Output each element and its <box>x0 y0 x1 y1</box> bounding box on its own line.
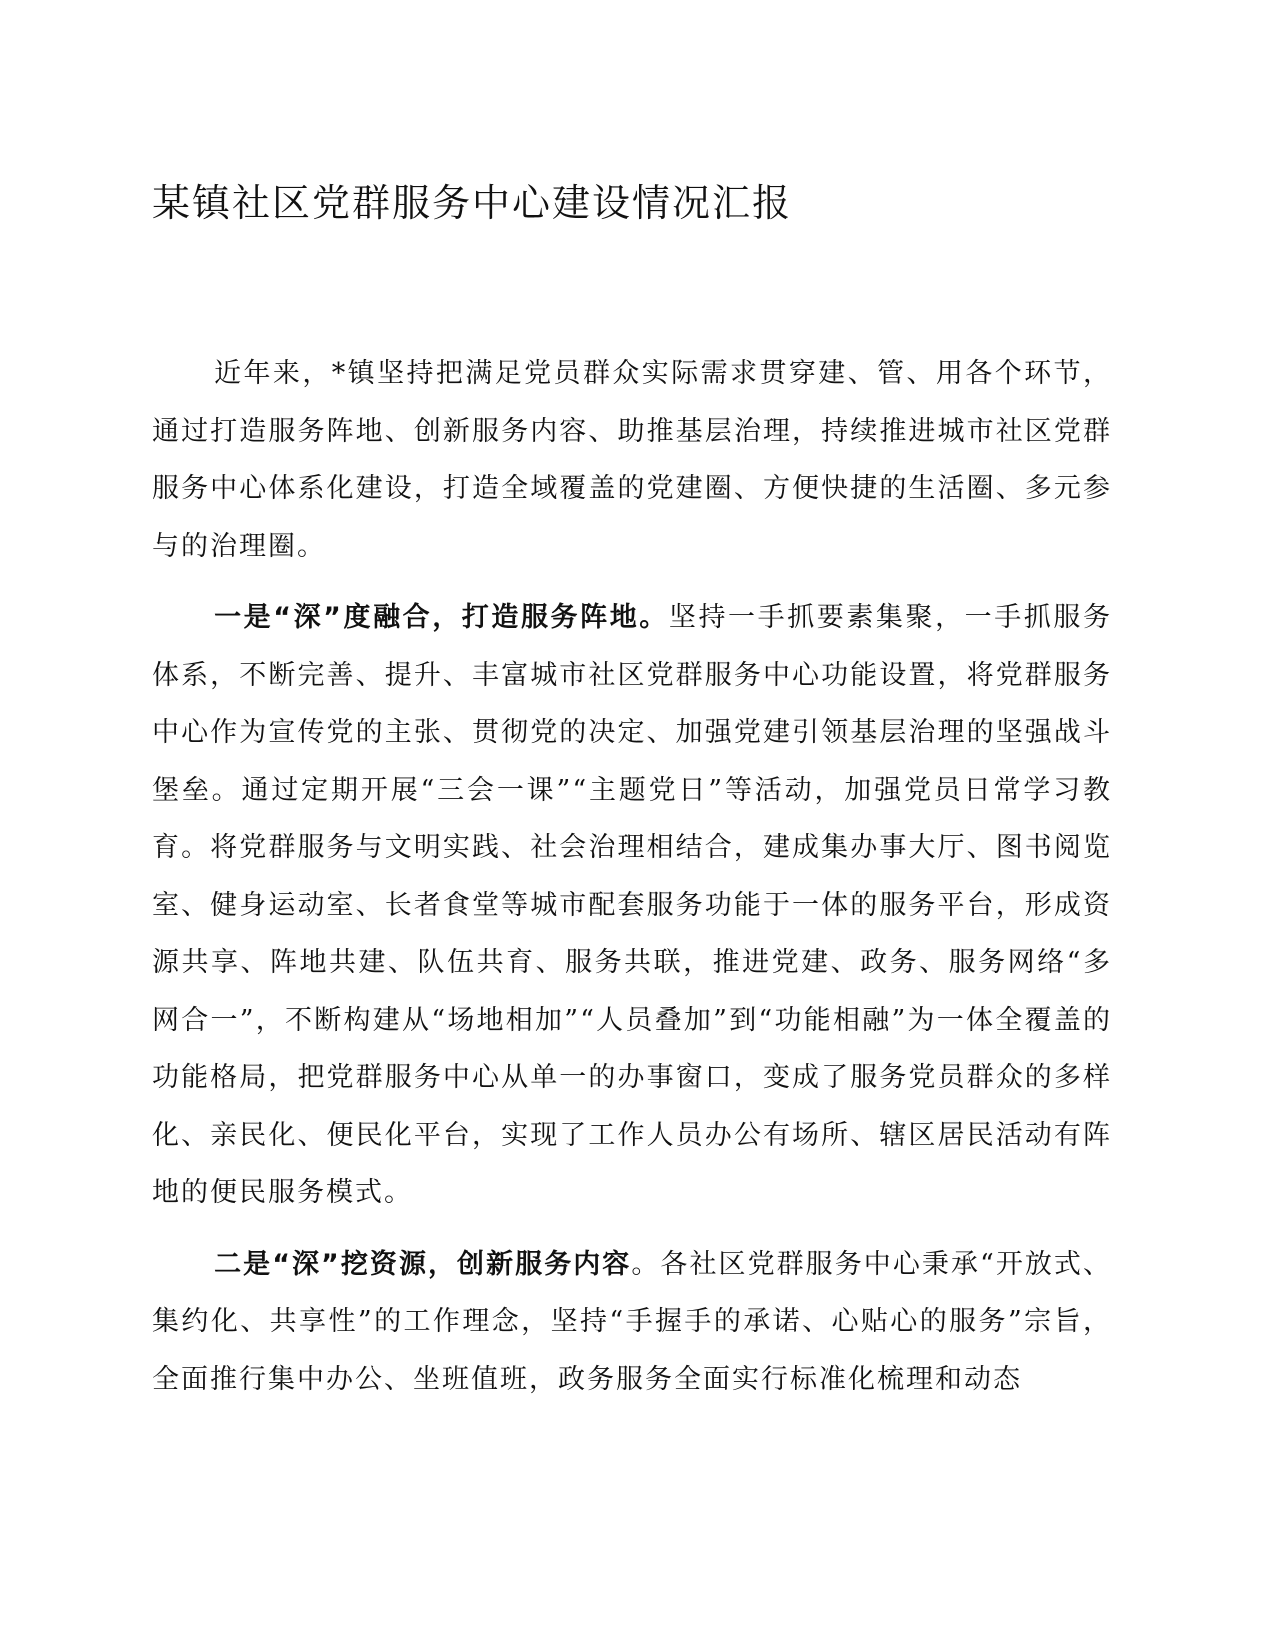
document-body <box>152 345 1112 1422</box>
paragraph-lead: 二是“深”挖资源，创新服务内容 <box>214 1248 632 1280</box>
paragraph-section-2 <box>152 1236 1112 1409</box>
document-title: 某镇社区党群服务中心建设情况汇报 <box>152 181 793 225</box>
paragraph-section-1 <box>152 589 1112 1222</box>
paragraph-lead: 一是“深”度融合，打造服务阵地。 <box>214 602 669 633</box>
paragraph-text: 。各社区党群服务中心秉承“开放式、集约化、共享性”的工作理念，坚持“手握手的承诺、心贴心的服务”宗旨，全面推行集中办公、坐班值班，政务服务全面实行标准化梳理和动态 <box>152 1248 1112 1395</box>
paragraph-text: 近年来，*镇坚持把满足党员群众实际需求贯穿建、管、用各个环节，通过打造服务阵地、创新服务内容、助推基层治理，持续推进城市社区党群服务中心体系化建设，打造全域覆盖的党建圈、方便快捷的生活圈、多元参与的治理圈。 <box>152 358 1112 562</box>
paragraph-text: 坚持一手抓要素集聚，一手抓服务体系，不断完善、提升、丰富城市社区党群服务中心功能设置，将党群服务中心作为宣传党的主张、贯彻党的决定、加强党建引领基层治理的坚强战斗堡垒。通过定期开展“三会一课”“主题党日”等活动，加强党员日常学习教育。将党群服务与文明实践、社会治理相结合，建成集办事大厅、图书阅览室、健身运动室、长者食堂等城市配套服务功能于一体的服务平台，形成资源共享、阵地共建、队伍共育、服务共联，推进党建、政务、服务网络“多网合一”，不断构建从“场地相加”“人员叠加”到“功能相融”为一体全覆盖的功能格局，把党群服务中心从单一的办事窗口，变成了服务党员群众的多样化、亲民化、便民化平台，实现了工作人员办公有场所、辖区居民活动有阵地的便民服务模式。 <box>152 602 1112 1208</box>
paragraph-intro <box>152 345 1112 575</box>
